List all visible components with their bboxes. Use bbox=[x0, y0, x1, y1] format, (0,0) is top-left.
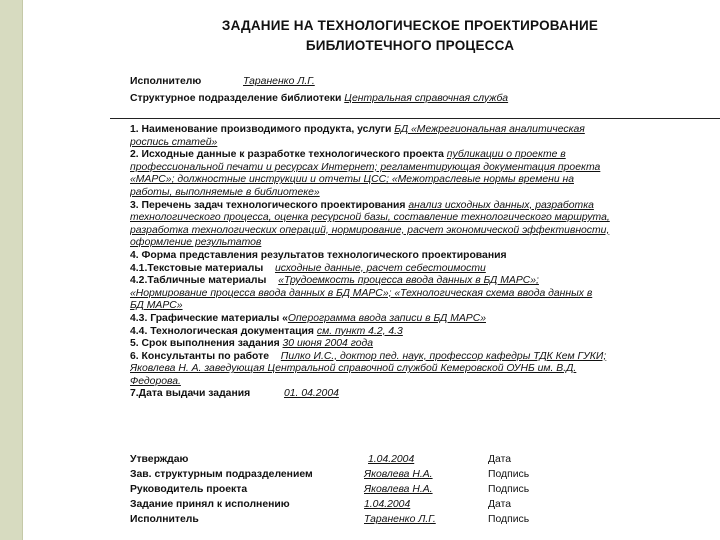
signature-label: Руководитель проекта bbox=[130, 484, 248, 495]
item-3-cont-2 bbox=[130, 225, 685, 238]
item-1-cont bbox=[130, 137, 685, 150]
item-2-cont-2 bbox=[130, 174, 685, 187]
item-2-label: 2. Исходные данные к разработке технологического проекта bbox=[130, 149, 444, 161]
item-4-4-label: 4.4. Технологическая документация bbox=[130, 325, 314, 337]
subdivision-value: Центральная справочная служба bbox=[344, 92, 509, 104]
item-2-cont-1 bbox=[130, 162, 685, 175]
item-7-label: 7.Дата выдачи задания bbox=[130, 388, 251, 400]
item-2-cont-3 bbox=[130, 187, 685, 200]
item-3-value-2: технологического процесса, оценка ресурсной базы, составление технологического маршрута, bbox=[130, 212, 610, 224]
item-4-4-row bbox=[130, 326, 685, 339]
item-2-value-2: профессиональной печати и ресурсах Интернет; регламентирующая документация проекта bbox=[130, 161, 601, 173]
item-1-value: БД «Межрегиональная аналитическая bbox=[394, 124, 585, 135]
item-4-3-row bbox=[130, 313, 685, 326]
signature-kinds bbox=[488, 452, 529, 527]
item-4-1-label: 4.1.Текстовые материалы bbox=[130, 262, 264, 274]
item-4-2-row bbox=[130, 275, 685, 288]
item-7-value: 01. 04.2004 bbox=[283, 388, 339, 400]
signature-kind: Подпись bbox=[488, 469, 530, 480]
item-4-4-value: см. пункт 4.2, 4.3 bbox=[316, 325, 403, 337]
item-6-cont-1 bbox=[130, 363, 685, 376]
item-6-label: 6. Консультанты по работе bbox=[130, 350, 270, 362]
item-6-cont-2 bbox=[130, 376, 685, 389]
item-5-row bbox=[130, 338, 685, 351]
signature-value: Яковлева Н.А. bbox=[364, 484, 433, 495]
item-4-2-value-3: БД МАРС» bbox=[130, 300, 183, 312]
item-4-3-value: Оперограмма ввода записи в БД МАРС» bbox=[287, 312, 486, 324]
signature-values bbox=[346, 452, 448, 527]
item-7-row bbox=[130, 388, 685, 401]
item-4-2-cont-2 bbox=[130, 300, 685, 313]
item-3-cont-3 bbox=[130, 237, 685, 250]
item-3-row bbox=[130, 200, 685, 213]
item-3-cont-1 bbox=[130, 212, 685, 225]
document-title-line-1: ЗАДАНИЕ НА ТЕХНОЛОГИЧЕСКОЕ ПРОЕКТИРОВАНИЕ bbox=[221, 18, 599, 33]
left-decorative-strip bbox=[0, 0, 23, 540]
signature-value: Тараненко Л.Г. bbox=[364, 514, 436, 525]
document-title-line-2: БИБЛИОТЕЧНОГО ПРОЦЕССА bbox=[305, 38, 515, 53]
item-3-value-3: разработка технологических операций, нормирование, расчет экономической эффективности, bbox=[130, 224, 610, 236]
item-4-2-value-2: «Нормирование процесса ввода данных в БД МАРС»; «Технологическая схема ввода данных в bbox=[130, 287, 593, 299]
item-1-value-2: роспись статей» bbox=[130, 136, 218, 148]
signature-label: Задание принял к исполнению bbox=[130, 499, 290, 510]
item-6-value-2: Яковлева Н. А. заведующая Центральной справочной службой Кемеровской ОУНБ им. В.Д. bbox=[130, 363, 577, 375]
item-4-2-label: 4.2.Табличные материалы bbox=[130, 275, 267, 287]
item-1-row bbox=[130, 124, 685, 137]
item-4-1-value: исходные данные, расчет себестоимости bbox=[274, 262, 486, 274]
item-2-value-4: работы, выполняемые в библиотеке» bbox=[130, 186, 320, 198]
signature-label: Утверждаю bbox=[130, 454, 189, 465]
item-6-value-3: Федорова. bbox=[130, 375, 181, 387]
item-6-row bbox=[130, 351, 685, 364]
signature-kind: Дата bbox=[488, 499, 512, 510]
item-5-label: 5. Срок выполнения задания bbox=[130, 338, 280, 350]
subdivision-label: Структурное подразделение библиотеки bbox=[130, 92, 342, 104]
signature-label: Зав. структурным подразделением bbox=[130, 469, 313, 480]
signature-value: 1.04.2004 bbox=[364, 499, 411, 510]
header-block bbox=[130, 76, 685, 105]
separator-line bbox=[110, 118, 720, 119]
item-5-value: 30 июня 2004 года bbox=[282, 338, 374, 350]
item-4-3-label: 4.3. Графические материалы « bbox=[130, 312, 288, 324]
executor-row bbox=[130, 76, 685, 89]
signature-value: Яковлева Н.А. bbox=[364, 469, 433, 480]
signature-kind: Подпись bbox=[488, 484, 530, 495]
executor-label: Исполнителю bbox=[130, 76, 202, 87]
item-4-1-row bbox=[130, 263, 685, 276]
task-items-block bbox=[130, 124, 685, 401]
item-4-row bbox=[130, 250, 685, 263]
item-4-label: 4. Форма представления результатов технологического проектирования bbox=[130, 249, 507, 261]
subdivision-row bbox=[130, 93, 685, 106]
item-3-value-4: оформление результатов bbox=[130, 237, 262, 249]
signature-kind: Подпись bbox=[488, 514, 530, 525]
executor-value: Тараненко Л.Г. bbox=[243, 76, 315, 87]
item-6-value: Пилко И.С., доктор пед. наук, профессор кафедры ТДК Кем ГУКИ; bbox=[280, 350, 607, 362]
signature-labels bbox=[130, 452, 313, 527]
item-2-row bbox=[130, 149, 685, 162]
item-3-label: 3. Перечень задач технологического проектирования bbox=[130, 199, 406, 211]
signature-kind: Дата bbox=[488, 454, 512, 465]
signature-label: Исполнитель bbox=[130, 514, 199, 525]
item-4-2-cont-1 bbox=[130, 288, 685, 301]
signature-value: 1.04.2004 bbox=[368, 454, 415, 465]
item-1-label: 1. Наименование производимого продукта, услуги bbox=[130, 124, 392, 135]
item-3-value: анализ исходных данных, разработка bbox=[408, 199, 594, 211]
item-4-2-value: «Трудоемкость процесса ввода данных в БД МАРС»; bbox=[278, 275, 539, 287]
item-2-value: публикации о проекте в bbox=[446, 149, 566, 161]
item-2-value-3: «МАРС»; должностные инструкции и отчеты ЦСС; «Межотраслевые нормы времени на bbox=[130, 174, 574, 186]
